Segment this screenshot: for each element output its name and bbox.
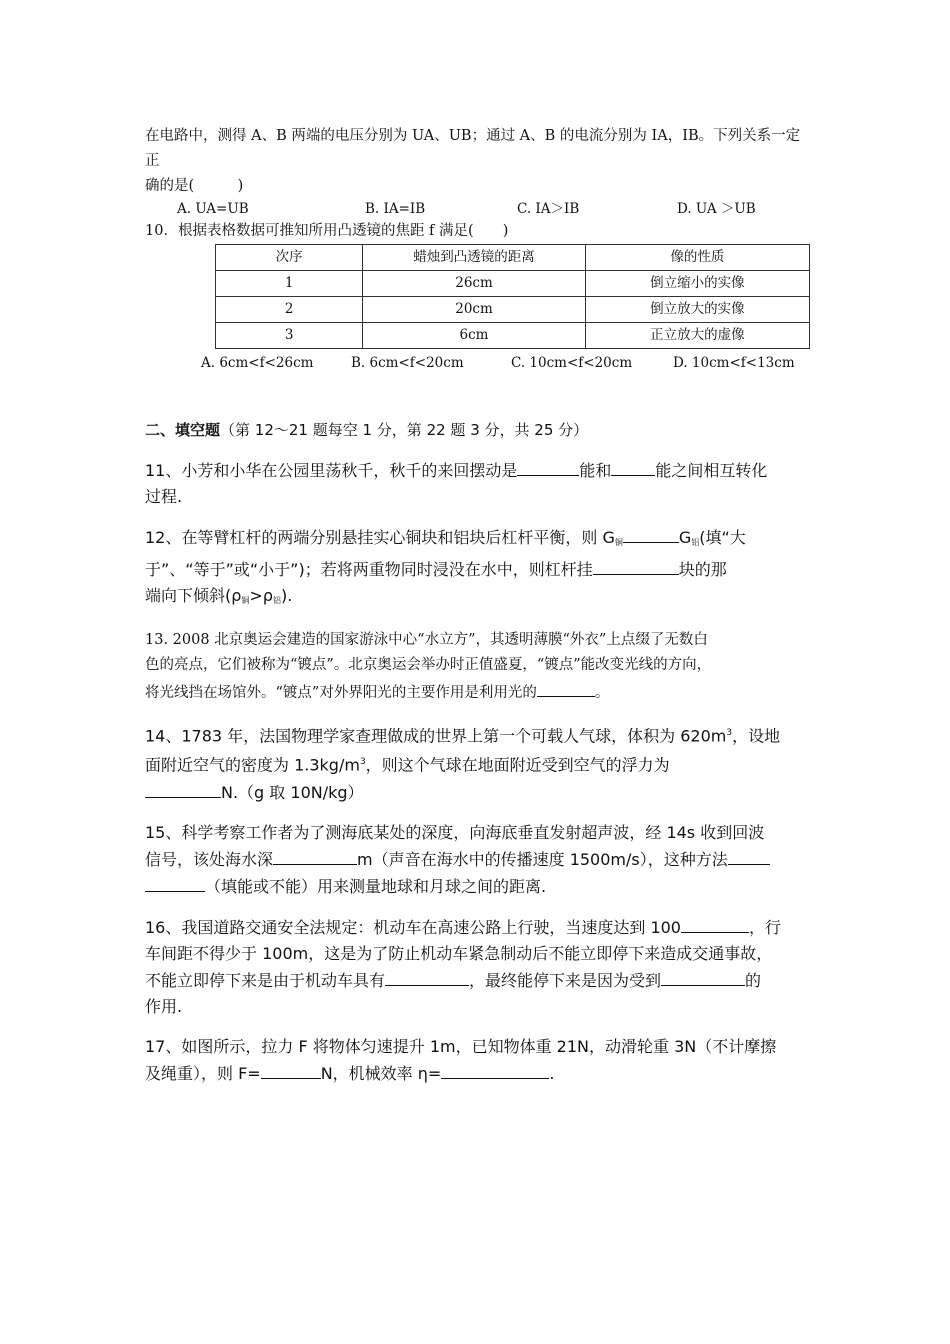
q11-text-a: 11、小芳和小华在公园里荡秋千，秋千的来回摆动是 bbox=[145, 461, 518, 480]
table-row bbox=[216, 323, 810, 349]
q9-option-a: A. UA=UB bbox=[177, 201, 249, 217]
section-2-title: 二、填空题 bbox=[145, 421, 221, 439]
q17-text-c: N，机械效率 η= bbox=[320, 1063, 442, 1083]
q17-text-a: 17、如图所示，拉力 F 将物体匀速提升 1m，已知物体重 21N，动滑轮重 3N（不计摩擦 bbox=[145, 1036, 777, 1056]
q12-sub-aluminum-2: 铝 bbox=[272, 596, 281, 605]
q11-blank-2[interactable] bbox=[611, 457, 655, 476]
q13-line3: 将光线挡在场馆外。“镀点”对外界阳光的主要作用是利用光的 bbox=[145, 685, 537, 701]
q15-blank-2a[interactable] bbox=[728, 846, 770, 865]
q16-text-b: ，行 bbox=[749, 917, 782, 937]
table-row bbox=[216, 271, 810, 297]
q12-text-b: G bbox=[678, 528, 692, 547]
q16-blank-1[interactable] bbox=[681, 914, 749, 933]
q16-text-c: 车间距不得少于 100m，这是为了防止机动车紧急制动后不能立即停下来造成交通事故， bbox=[145, 943, 773, 963]
q12-sub-copper-2: 铜 bbox=[241, 596, 250, 605]
q9-option-c: C. IA＞IB bbox=[517, 201, 580, 217]
q10-options bbox=[201, 353, 810, 373]
q10-option-a: A. 6cm<f<26cm bbox=[201, 355, 314, 371]
q13-line1: 13. 2008 北京奥运会建造的国家游泳中心“水立方”，其透明薄膜“外衣”上点缀了无数白 bbox=[145, 632, 708, 648]
q13-line3-end: 。 bbox=[594, 685, 610, 701]
q17-text-d: . bbox=[549, 1063, 555, 1083]
q11-text-d: 过程. bbox=[145, 487, 183, 506]
q9-option-d: D. UA ＞UB bbox=[677, 201, 756, 217]
table-cell: 正立放大的虚像 bbox=[585, 323, 809, 349]
table-cell: 6cm bbox=[363, 323, 586, 349]
q13-line2: 色的亮点，它们被称为“镀点”。北京奥运会举办时正值盛夏，“镀点”能改变光线的方向， bbox=[145, 657, 712, 673]
table-cell: 1 bbox=[216, 271, 363, 297]
q10-table bbox=[215, 244, 810, 349]
q17-blank-2[interactable] bbox=[441, 1060, 549, 1079]
q9-line2: 确的是( ) bbox=[145, 178, 244, 194]
q12-text-h: ). bbox=[280, 586, 293, 605]
q14-sup-1: 3 bbox=[726, 728, 733, 738]
q9-options bbox=[177, 199, 810, 219]
q11-text-c: 能之间相互转化 bbox=[655, 461, 768, 480]
question-11 bbox=[145, 457, 810, 510]
q12-sub-aluminum: 铝 bbox=[691, 538, 700, 547]
q10-option-c: C. 10cm<f<20cm bbox=[511, 355, 633, 371]
table-row bbox=[216, 297, 810, 323]
q15-text-b: 信号，该处海水深 bbox=[145, 849, 274, 869]
q10-stem: 10．根据表格数据可推知所用凸透镜的焦距 f 满足( ) bbox=[145, 223, 509, 239]
q15-blank-1[interactable] bbox=[273, 846, 357, 865]
q12-text-g: >ρ bbox=[249, 586, 273, 605]
q12-blank-2[interactable] bbox=[593, 556, 679, 575]
question-10 bbox=[145, 219, 810, 373]
q12-text-d: 于”、“等于”或“小于”)；若将两重物同时浸没在水中，则杠杆挂 bbox=[145, 560, 593, 579]
table-cell: 倒立放大的实像 bbox=[585, 297, 809, 323]
q15-text-c: m（声音在海水中的传播速度 1500m/s），这种方法 bbox=[357, 849, 728, 869]
q9-line1: 在电路中，测得 A、B 两端的电压分别为 UA、UB；通过 A、B 的电流分别为 IA，IB。下列关系一定正 bbox=[145, 128, 801, 169]
q12-text-e: 块的那 bbox=[678, 560, 727, 579]
q14-blank[interactable] bbox=[145, 779, 221, 798]
q10-option-d: D. 10cm<f<13cm bbox=[673, 355, 795, 371]
table-header-row bbox=[216, 245, 810, 271]
q15-text-a: 15、科学考察工作者为了测海底某处的深度，向海底垂直发射超声波，经 14s 收到回波 bbox=[145, 822, 765, 842]
q17-text-b: 及绳重），则 F= bbox=[145, 1063, 261, 1083]
question-17 bbox=[145, 1034, 810, 1087]
table-cell: 倒立缩小的实像 bbox=[585, 271, 809, 297]
q12-text-f: 端向下倾斜(ρ bbox=[145, 586, 242, 605]
section-2-note: （第 12～21 题每空 1 分，第 22 题 3 分，共 25 分） bbox=[220, 421, 589, 439]
q14-sup-2: 3 bbox=[359, 757, 366, 768]
question-12 bbox=[145, 524, 810, 614]
question-13 bbox=[145, 628, 810, 706]
q12-text-a: 12、在等臂杠杆的两端分别悬挂实心铜块和铝块后杠杆平衡，则 G bbox=[145, 528, 615, 547]
table-cell: 2 bbox=[216, 297, 363, 323]
q17-blank-1[interactable] bbox=[261, 1060, 321, 1079]
section-2-heading bbox=[145, 417, 810, 443]
q15-text-d: （填能或不能）用来测量地球和月球之间的距离. bbox=[205, 876, 547, 896]
q12-text-c: (填“大 bbox=[699, 528, 746, 547]
q16-text-d: 不能立即停下来是由于机动车具有 bbox=[145, 970, 386, 990]
exam-page bbox=[145, 124, 810, 1087]
q11-blank-1[interactable] bbox=[517, 457, 579, 476]
q16-blank-2[interactable] bbox=[385, 967, 469, 986]
question-16 bbox=[145, 914, 810, 1020]
table-cell: 26cm bbox=[363, 271, 586, 297]
q12-sub-copper: 铜 bbox=[614, 538, 623, 547]
q16-text-f: 的 bbox=[745, 970, 762, 990]
q14-text-a: 14、1783 年，法国物理学家查理做成的世界上第一个可载人气球，体积为 620m bbox=[145, 726, 727, 746]
question-14 bbox=[145, 720, 810, 806]
q14-text-b: ，设地 bbox=[732, 726, 781, 746]
q11-text-b: 能和 bbox=[579, 461, 612, 480]
q16-text-g: 作用. bbox=[145, 996, 183, 1016]
q10-option-b: B. 6cm<f<20cm bbox=[351, 355, 464, 371]
q16-text-e: ，最终能停下来是因为受到 bbox=[469, 970, 662, 990]
q9-option-b: B. IA=IB bbox=[365, 201, 426, 217]
q16-text-a: 16、我国道路交通安全法规定：机动车在高速公路上行驶，当速度达到 100 bbox=[145, 917, 681, 937]
q14-text-e: N.（g 取 10N/kg） bbox=[221, 782, 364, 802]
q15-blank-2b[interactable] bbox=[145, 873, 205, 892]
q13-blank[interactable] bbox=[537, 678, 595, 697]
q12-blank-1[interactable] bbox=[623, 524, 679, 543]
q16-blank-3[interactable] bbox=[661, 967, 745, 986]
question-15 bbox=[145, 820, 810, 900]
table-cell: 3 bbox=[216, 323, 363, 349]
table-cell: 20cm bbox=[363, 297, 586, 323]
table-header-cell: 蜡烛到凸透镜的距离 bbox=[363, 245, 586, 271]
question-9 bbox=[145, 124, 810, 219]
q14-text-c: 面附近空气的密度为 1.3kg/m bbox=[145, 755, 360, 775]
table-header-cell: 次序 bbox=[216, 245, 363, 271]
q14-text-d: ，则这个气球在地面附近受到空气的浮力为 bbox=[365, 755, 670, 775]
table-header-cell: 像的性质 bbox=[585, 245, 809, 271]
